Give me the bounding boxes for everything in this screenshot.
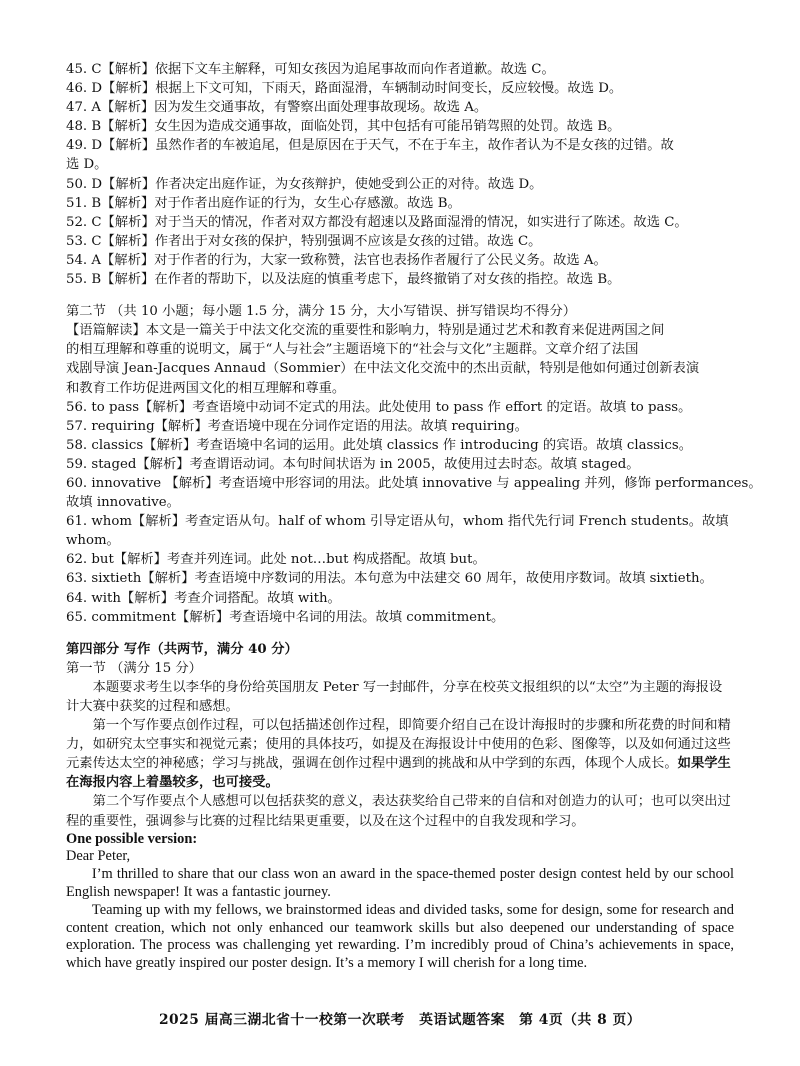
sample-heading: One possible version: [66,830,198,847]
answer-page [66,60,762,973]
answer-line: 50. D【解析】作者决定出庭作证，为女孩辩护，使她受到公正的对待。故选 D。 [66,176,543,192]
answer-line: 48. B【解析】女生因为造成交通事故，面临处罚，其中包括有可能吊销驾照的处罚。故选 B。 [66,119,621,135]
discourse-intro-line: 戏剧导演 Jean-Jacques Annaud（Sommier）在中法文化交流中的杰出贡献，特别是他如何通过创新表演 [66,361,700,377]
answer-line: 61. whom【解析】考查定语从句。half of whom 引导定语从句，whom 指代先行词 French students。故填 [66,514,729,530]
answer-line: 51. B【解析】对于作者出庭作证的行为，女生心存感激。故选 B。 [66,195,461,211]
answer-line: 45. C【解析】依据下文车主解释，可知女孩因为追尾事故而向作者道歉。故选 C。 [66,62,555,77]
answer-line: 47. A【解析】因为发生交通事故，有警察出面处理事故现场。故选 A。 [66,100,488,116]
answer-line: 52. C【解析】对于当天的情况，作者对双方都没有超速以及路面湿滑的情况，如实进行了陈述。故选 C。 [66,214,688,230]
page-footer: 2025 届高三湖北省十一校第一次联考 英语试题答案 第 4页（共 8 页） [158,1012,642,1028]
writing-point-one-text: 第一个写作要点创作过程，可以包括描述创作过程，即简要介绍自己在设计海报时的步骤和所花费的时间和精力，如研究太空事实和视觉元素；使用的具体技巧，如提及在海报设计中使用的色彩、图像等，以及如何通过这些元素传达太空的神秘感；学习与挑战，强调在创作过程中遇到的挑战和从中学到的东西，体现个人成长。 [66,718,731,772]
writing-point-one-note: 如果学生在海报内容上着墨较多，也可接受。 [66,756,731,791]
part4-writing [66,640,734,973]
part4-heading: 第四部分 写作（共两节，满分 40 分） [66,641,298,657]
discourse-intro-line: 的相互理解和尊重的说明文，属于“人与社会”主题语境下的“社会与文化”主题群。文章介绍了法国 [66,342,639,358]
answer-line: 49. D【解析】虽然作者的车被追尾，但是原因在于天气，不在于车主，故作者认为不是女孩的过错。故 [66,138,674,154]
answer-line: 56. to pass【解析】考查语境中动词不定式的用法。此处使用 to pass 作 effort 的定语。故填 to pass。 [66,399,692,415]
answer-line: 62. but【解析】考查并列连词。此处 not…but 构成搭配。故填 but。 [66,552,486,568]
section2-heading: 第二节 （共 10 小题；每小题 1.5 分，满分 15 分，大小写错误、拼写错误均不得分） [66,304,577,320]
discourse-intro-line: 【语篇解读】本文是一篇关于中法文化交流的重要性和影响力，特别是通过艺术和教育来促进两国之间 [66,323,665,339]
answers-part1 [66,60,734,289]
letter-paragraph: Teaming up with my fellows, we brainstormed ideas and divided tasks, some for design, some for research and content creation, which not only enhanced our teamwork skills but also deepened our understanding of space exploration. The process was challenging yet rewarding. I’m incredibly proud of China’s achievements in space, which have greatly inspired our poster design. It’s a memory I will cherish for a long time. [66,901,734,972]
discourse-intro-line: 和教育工作坊促进两国文化的相互理解和尊重。 [66,380,346,396]
answer-line: 64. with【解析】考查介词搭配。故填 with。 [66,590,341,606]
writing-point-one-paragraph [66,716,734,792]
letter-greeting: Dear Peter, [66,848,131,865]
writing-requirement-paragraph: 本题要求考生以李华的身份给英国朋友 Peter 写一封邮件，分享在校英文报组织的以“太空”为主题的海报设计大赛中获奖的过程和感想。 [66,679,723,714]
answer-line: 46. D【解析】根据上下文可知，下雨天，路面湿滑，车辆制动时间变长，反应较慢。故选 D。 [66,81,623,97]
answer-line: 53. C【解析】作者出于对女孩的保护，特别强调不应该是女孩的过错。故选 C。 [66,233,542,249]
letter-paragraph: I’m thrilled to share that our class won an award in the space-themed poster design contest held by our school English newspaper! It was a fantastic journey. [66,866,734,901]
answer-line: 57. requiring【解析】考查语境中现在分词作定语的用法。故填 requiring。 [66,418,528,434]
answer-line: whom。 [66,533,120,549]
answer-line: 选 D。 [66,157,108,173]
answer-line: 65. commitment【解析】考查语境中名词的用法。故填 commitment。 [66,609,505,625]
answer-line: 60. innovative 【解析】考查语境中形容词的用法。此处填 innovative 与 appealing 并列，修饰 performances。 [66,475,762,491]
answer-line: 55. B【解析】在作者的帮助下，以及法庭的慎重考虑下，最终撤销了对女孩的指控。故选 B。 [66,272,621,288]
answer-line: 63. sixtieth【解析】考查语境中序数词的用法。本句意为中法建交 60 周年，故使用序数词。故填 sixtieth。 [66,571,713,587]
answer-line: 59. staged【解析】考查谓语动词。本句时间状语为 in 2005，故使用过去时态。故填 staged。 [66,456,640,472]
answer-line: 故填 innovative。 [66,495,180,511]
part4-sub-heading: 第一节 （满分 15 分） [66,660,202,676]
writing-point-two-paragraph: 第二个写作要点个人感想可以包括获奖的意义，表达获奖给自己带来的自信和对创造力的认可；也可以突出过程的重要性，强调参与比赛的过程比结果更重要，以及在这个过程中的自我发现和学习。 [66,794,731,829]
answer-line: 58. classics【解析】考查语境中名词的运用。此处填 classics 作 introducing 的宾语。故填 classics。 [66,437,692,453]
section2 [66,302,762,627]
answer-line: 54. A【解析】对于作者的行为，大家一致称赞，法官也表扬作者履行了公民义务。故选 A。 [66,252,607,268]
